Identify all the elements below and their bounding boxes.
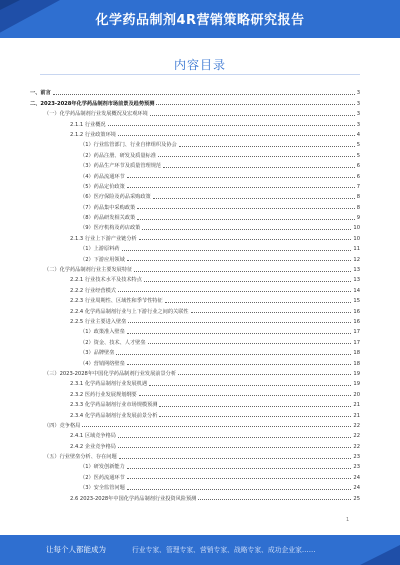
toc-entry-label: （8）药品研发相关政策 — [80, 215, 136, 222]
toc-entry-label: （9）医疗机构及药店政策 — [80, 225, 141, 232]
toc-entry[interactable] — [30, 450, 360, 460]
toc-leader-dots — [159, 416, 351, 417]
toc-entry-label: （3）药品生产环节及质量管理规范 — [80, 163, 162, 170]
toc-entry-label: （1）研发创新能力 — [80, 464, 125, 471]
toc-leader-dots — [137, 208, 355, 209]
toc-leader-dots — [165, 302, 352, 303]
toc-leader-dots — [191, 312, 352, 313]
toc-entry[interactable] — [30, 460, 360, 470]
toc-leader-dots — [142, 229, 351, 230]
toc-entry[interactable] — [30, 304, 360, 314]
toc-entry[interactable] — [30, 159, 360, 169]
toc-entry-label: 2.3.4 化学药品制剂行业发展前景分析 — [70, 412, 158, 419]
toc-leader-dots — [127, 468, 352, 469]
toc-entry[interactable] — [30, 273, 360, 283]
toc-entry-label: 2.6 2023-2028年中国化学药品制剂行业投资风险预测 — [70, 495, 197, 502]
toc-entry[interactable] — [30, 419, 360, 429]
toc-leader-dots — [127, 333, 352, 334]
toc-entry-label: 2.4.1 区域竞争格局 — [70, 433, 116, 440]
toc-entry-label: （6）医疗保险及药品采购政策 — [80, 194, 151, 201]
toc-leader-dots — [119, 458, 352, 459]
toc-entry-label: （四）竞争格局 — [44, 422, 81, 429]
toc-entry[interactable] — [30, 491, 360, 501]
toc-entry[interactable] — [30, 315, 360, 325]
footer-decor — [360, 535, 400, 565]
toc-entry-label: 2.3.1 化学药品制剂行业发展机遇 — [70, 381, 148, 388]
footer-slogan-left: 让每个人都能成为 — [46, 545, 106, 554]
toc-divider — [40, 74, 360, 75]
toc-entry-page: 24 — [353, 485, 360, 492]
toc-leader-dots — [127, 260, 352, 261]
toc-leader-dots — [198, 499, 351, 500]
toc-entry-label: （二）化学药品制剂行业主要发展特征 — [44, 267, 133, 274]
toc-entry-label: （2）药品注册、研发及质量标准 — [80, 152, 156, 159]
toc-leader-dots — [178, 374, 351, 375]
toc-leader-dots — [82, 426, 351, 427]
toc-entry[interactable] — [30, 252, 360, 262]
toc-entry[interactable] — [30, 356, 360, 366]
toc-entry-label: （2）下游应用领域 — [80, 256, 125, 263]
toc-entry[interactable] — [30, 346, 360, 356]
toc-entry-page: 13 — [353, 267, 360, 274]
toc-entry-page: 21 — [353, 402, 360, 409]
toc-entry-label: 2.4.2 企业竞争格局 — [70, 443, 116, 450]
toc-leader-dots — [158, 156, 355, 157]
toc-entry[interactable] — [30, 117, 360, 127]
toc-entry-page: 19 — [353, 370, 360, 377]
toc-entry-label: 一、前言 — [30, 90, 51, 97]
toc-entry-label: （3）品牌壁垒 — [80, 350, 115, 357]
toc-entry-page: 6 — [356, 173, 360, 180]
report-title: 化学药品制剂4R营销策略研究报告 — [95, 13, 305, 28]
toc-entry[interactable] — [30, 86, 360, 96]
toc-leader-dots — [163, 167, 355, 168]
toc-entry-label: 2.3.2 医药行业发展规划纲要 — [70, 391, 137, 398]
toc-leader-dots — [139, 239, 352, 240]
toc-entry-label: 2.2.3 行业周期性、区域性和季节性特征 — [70, 298, 163, 305]
toc-entry-page: 16 — [353, 318, 360, 325]
toc-entry[interactable] — [30, 231, 360, 241]
toc-leader-dots — [53, 94, 355, 95]
toc-entry-label: （1）行业监管部门、行业自律组织及协会 — [80, 142, 177, 149]
toc-entry-page: 16 — [353, 308, 360, 315]
toc-leader-dots — [148, 343, 352, 344]
toc-leader-dots — [116, 354, 351, 355]
toc-leader-dots — [108, 125, 355, 126]
toc-entry-page: 8 — [356, 204, 360, 211]
toc-entry[interactable] — [30, 128, 360, 138]
toc-entry[interactable] — [30, 429, 360, 439]
toc-entry-label: 2.3.3 化学药品制剂行业市场规模预测 — [70, 402, 158, 409]
toc-entry-page: 8 — [356, 194, 360, 201]
toc-entry[interactable] — [30, 96, 360, 106]
toc-entry-label: （一）化学药品制剂行业发展概况及宏观环境 — [44, 111, 148, 118]
toc-leader-dots — [134, 271, 351, 272]
toc-entry-page: 22 — [353, 443, 360, 450]
footer-slogan-right: 行业专家、管理专家、营销专家、战略专家、成功企业家…… — [132, 546, 316, 554]
toc-leader-dots — [127, 187, 355, 188]
toc-leader-dots — [153, 198, 355, 199]
toc-entry-page: 3 — [356, 111, 360, 118]
toc-entry-label: （五）行业壁垒分析、存在问题 — [44, 454, 117, 461]
toc-entry[interactable] — [30, 335, 360, 345]
toc-entry[interactable] — [30, 377, 360, 387]
toc-entry-label: （1）政策准入壁垒 — [80, 329, 125, 336]
toc-entry-label: （三）2023-2028年中国化学药品制剂行业发展前景分析 — [44, 370, 177, 377]
footer-banner — [0, 535, 400, 565]
toc-leader-dots — [144, 281, 351, 282]
toc-entry-label: （7）药品集中采购政策 — [80, 204, 136, 211]
toc-leader-dots — [179, 146, 355, 147]
toc-entry[interactable] — [30, 148, 360, 158]
toc-leader-dots — [122, 250, 352, 251]
toc-entry-page: 18 — [353, 350, 360, 357]
toc-entry-page: 21 — [353, 412, 360, 419]
toc-entry[interactable] — [30, 398, 360, 408]
toc-leader-dots — [137, 219, 355, 220]
toc-entry[interactable] — [30, 221, 360, 231]
toc-entry-page: 9 — [356, 215, 360, 222]
toc-entry-page: 11 — [353, 246, 360, 253]
toc-entry[interactable] — [30, 325, 360, 335]
toc-leader-dots — [149, 385, 351, 386]
toc-heading: 内容目录 — [173, 58, 226, 72]
toc-entry-label: （5）药品定价政策 — [80, 183, 125, 190]
toc-leader-dots — [127, 364, 352, 365]
toc-entry[interactable] — [30, 211, 360, 221]
toc-entry-label: （1）上游原料药 — [80, 246, 120, 253]
toc-entry-page: 18 — [353, 360, 360, 367]
toc-entry[interactable] — [30, 263, 360, 273]
toc-entry-label: 2.2.4 化学药品制剂行业与上下游行业之间的关联性 — [70, 308, 189, 315]
toc-entry[interactable] — [30, 408, 360, 418]
toc-leader-dots — [127, 489, 352, 490]
report-header — [0, 0, 400, 38]
toc-entry-page: 23 — [353, 454, 360, 461]
toc-entry-page: 10 — [353, 225, 360, 232]
toc-entry[interactable] — [30, 200, 360, 210]
toc-entry[interactable] — [30, 294, 360, 304]
toc-entry-page: 20 — [353, 391, 360, 398]
toc-entry[interactable] — [30, 138, 360, 148]
toc-leader-dots — [159, 406, 351, 407]
toc-entry-page: 3 — [356, 90, 360, 97]
toc-entry-label: （3）安全监管问题 — [80, 485, 125, 492]
toc-entry-page: 5 — [356, 152, 360, 159]
toc-entry[interactable] — [30, 439, 360, 449]
toc-leader-dots — [156, 104, 354, 105]
toc-entry-label: 2.1.3 行业上下游产业链分析 — [70, 235, 137, 242]
toc-entry[interactable] — [30, 190, 360, 200]
toc-entry-page: 3 — [356, 121, 360, 128]
toc-entry[interactable] — [30, 169, 360, 179]
toc-leader-dots — [118, 447, 351, 448]
toc-entry-page: 10 — [353, 235, 360, 242]
toc-leader-dots — [127, 478, 352, 479]
toc-entry-label: （4）营销网络壁垒 — [80, 360, 125, 367]
toc-entry-page: 23 — [353, 464, 360, 471]
toc-entry-page: 17 — [353, 339, 360, 346]
table-of-contents — [30, 86, 360, 502]
toc-entry-page: 7 — [356, 183, 360, 190]
toc-entry-page: 14 — [353, 287, 360, 294]
toc-leader-dots — [118, 291, 351, 292]
toc-entry[interactable] — [30, 180, 360, 190]
toc-entry[interactable] — [30, 481, 360, 491]
toc-entry-page: 19 — [353, 381, 360, 388]
toc-leader-dots — [118, 135, 355, 136]
toc-entry-label: （4）药品流通环节 — [80, 173, 125, 180]
toc-entry-label: 2.2.2 行业经营模式 — [70, 287, 116, 294]
toc-entry-page: 22 — [353, 433, 360, 440]
toc-entry[interactable] — [30, 107, 360, 117]
toc-leader-dots — [128, 322, 351, 323]
toc-entry[interactable] — [30, 387, 360, 397]
toc-entry[interactable] — [30, 283, 360, 293]
toc-entry-page: 6 — [356, 163, 360, 170]
toc-entry-page: 25 — [353, 495, 360, 502]
toc-entry-label: （2）医药流通环节 — [80, 474, 125, 481]
page-number: 1 — [346, 517, 350, 523]
toc-entry-label: 2.2.5 行业主要进入壁垒 — [70, 318, 127, 325]
toc-leader-dots — [150, 115, 355, 116]
toc-entry-label: 2.1.1 行业概况 — [70, 121, 106, 128]
toc-entry-page: 24 — [353, 474, 360, 481]
toc-entry-label: （2）资金、技术、人才壁垒 — [80, 339, 146, 346]
toc-entry[interactable] — [30, 242, 360, 252]
toc-leader-dots — [118, 437, 351, 438]
toc-entry-page: 3 — [356, 100, 360, 107]
toc-entry-page: 4 — [356, 131, 360, 138]
toc-entry[interactable] — [30, 367, 360, 377]
toc-leader-dots — [139, 395, 352, 396]
toc-entry-page: 12 — [353, 256, 360, 263]
toc-entry-label: 2.2.1 行业技术水平及技术特点 — [70, 277, 142, 284]
toc-entry-label: 2.1.2 行业政策环境 — [70, 131, 116, 138]
toc-entry-page: 5 — [356, 142, 360, 149]
toc-leader-dots — [127, 177, 355, 178]
toc-entry-page: 15 — [353, 298, 360, 305]
toc-entry-label: 二、2023-2028年化学药品制剂市场前景及趋势预测 — [30, 100, 155, 107]
toc-entry-page: 13 — [353, 277, 360, 284]
toc-entry-page: 22 — [353, 422, 360, 429]
toc-entry[interactable] — [30, 470, 360, 480]
toc-entry-page: 17 — [353, 329, 360, 336]
